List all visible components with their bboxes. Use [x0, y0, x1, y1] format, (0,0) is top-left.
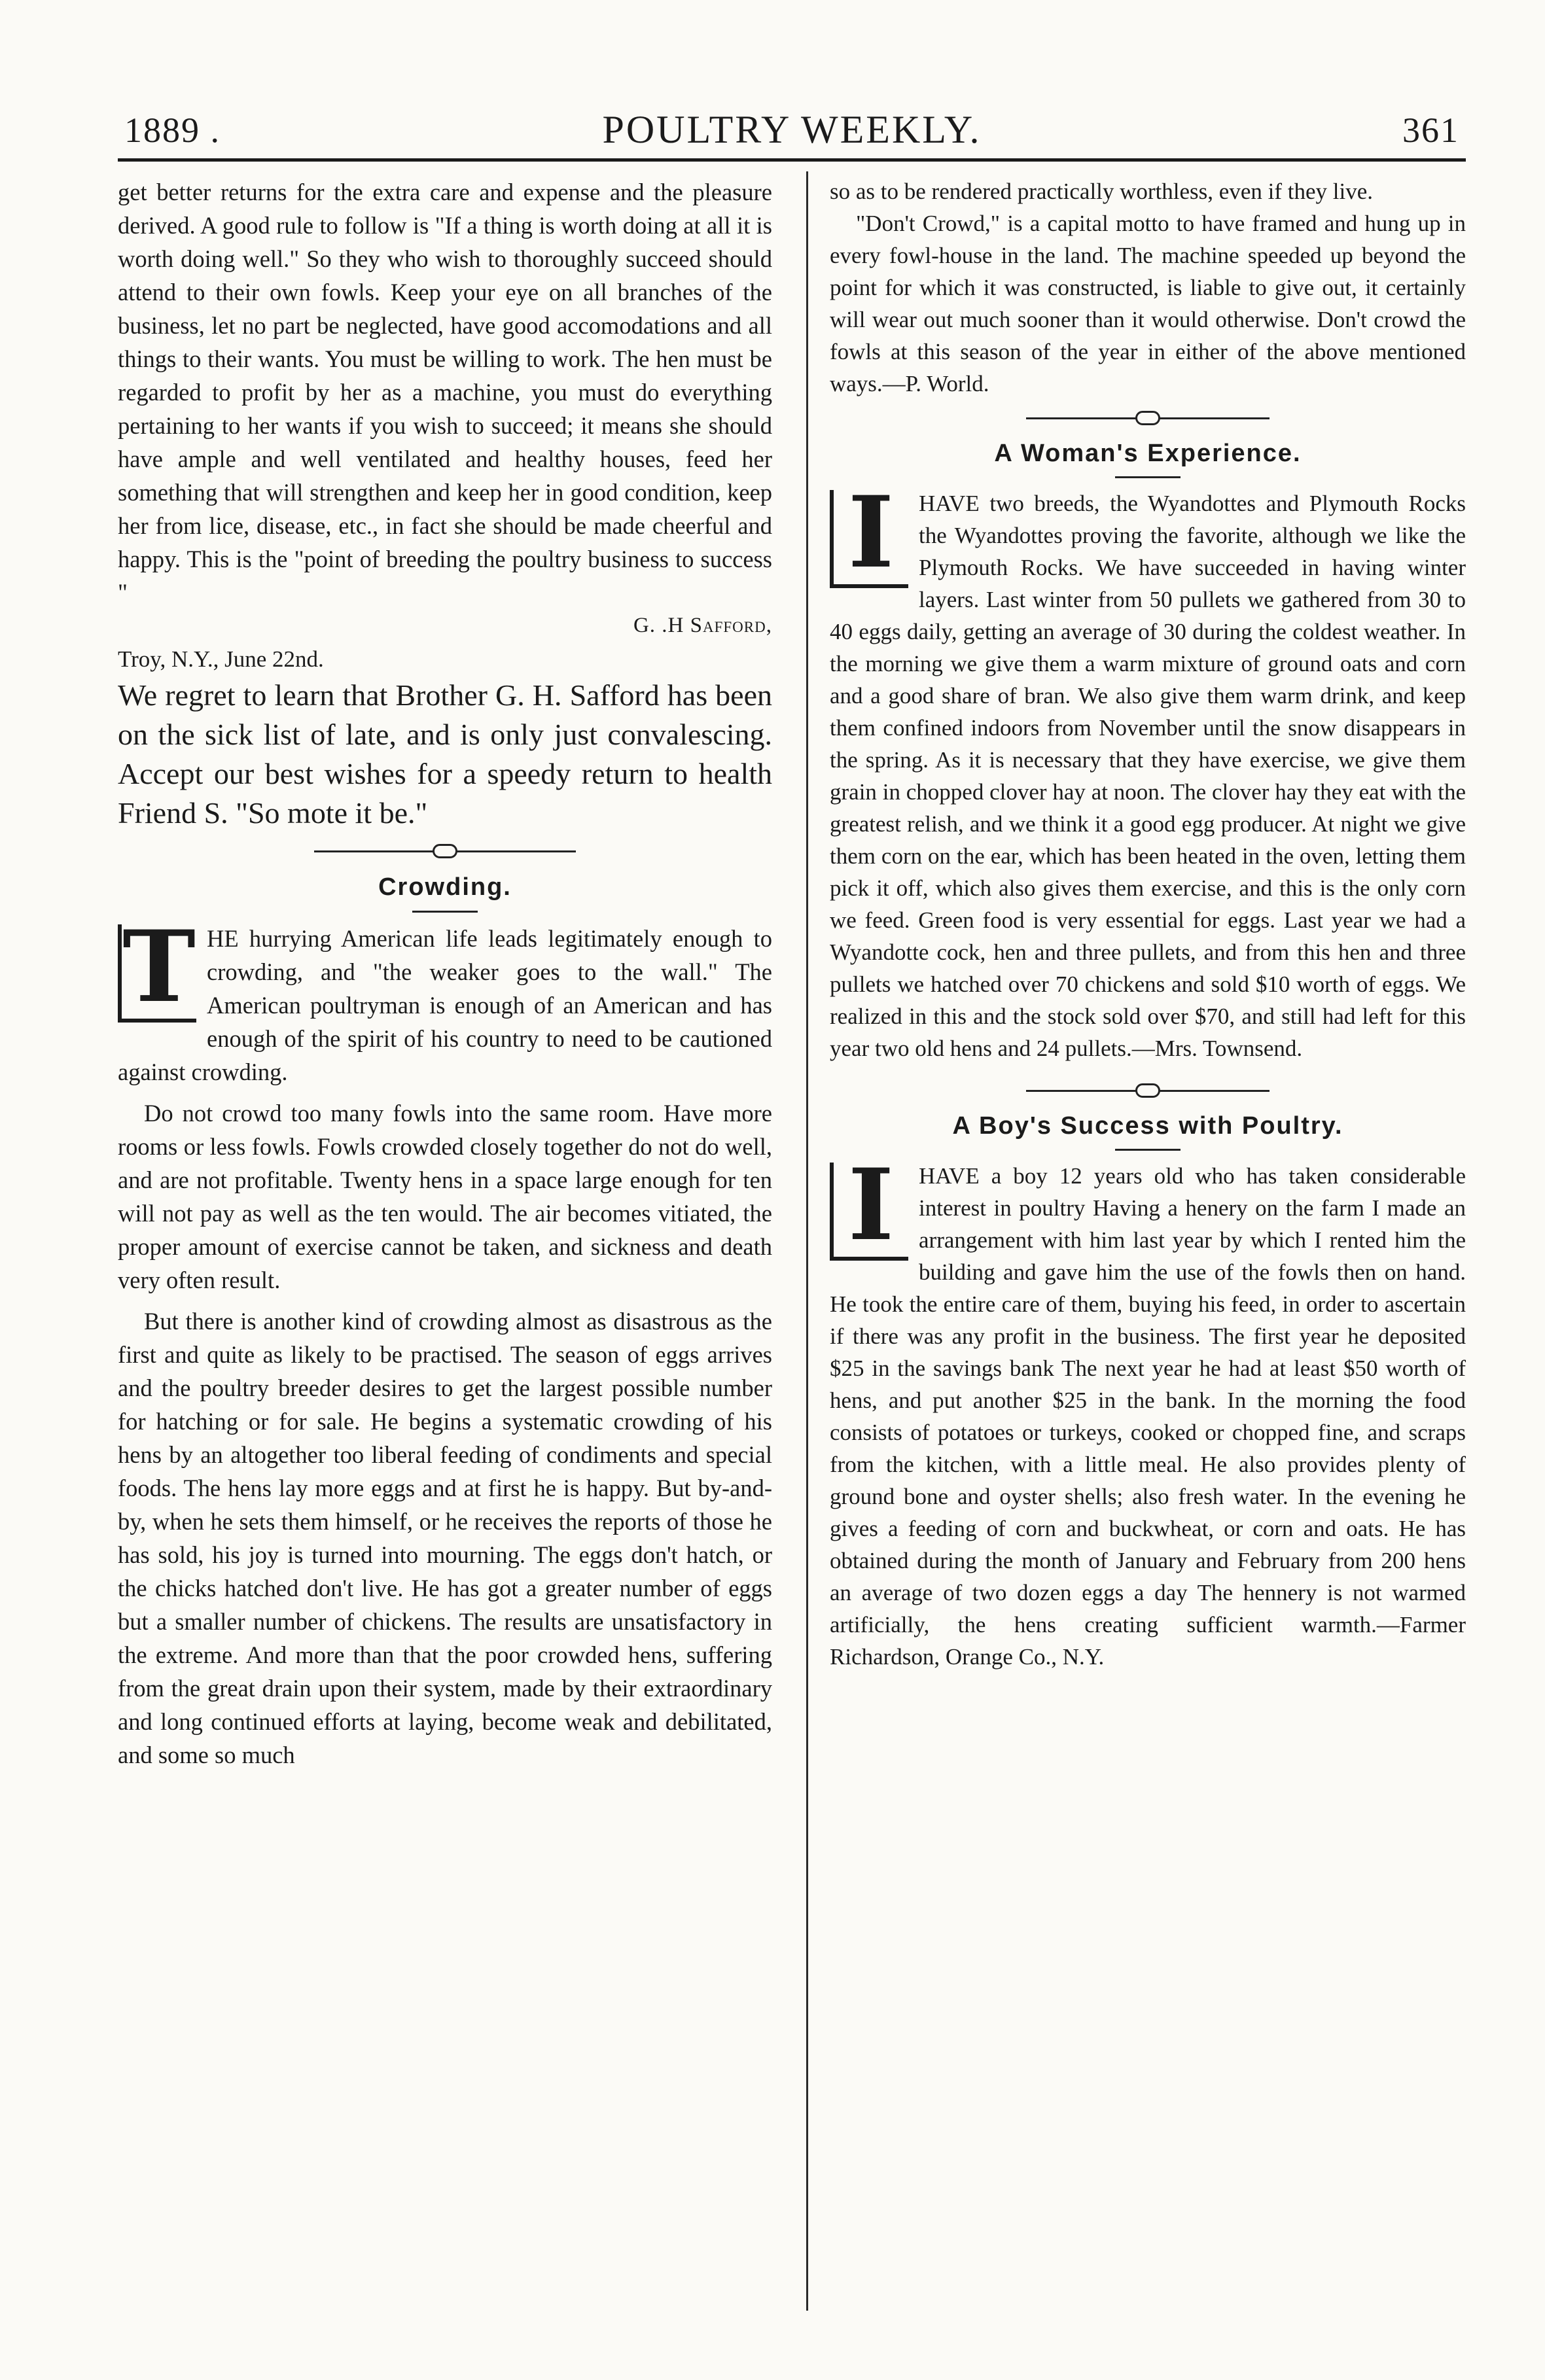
newspaper-page: [118, 98, 1466, 2322]
article-paragraph: T HE hurrying American life leads legitimately enough to crowding, and "the weaker goes to the wall." The American poultryman is enough of an American and has enough of the spirit of his country to need to be cautioned against crowding.: [118, 909, 772, 1085]
article-paragraph: "Don't Crowd," is a capital motto to have framed and hung up in every fowl-house in the land. The machine speeded up beyond the point for which it was constructed, is liable to give out, it certainly will wear out much sooner than it would otherwise. Don't crowd the fowls at this season of the year in either of the above mentioned ways.—P. World.: [830, 211, 1466, 396]
heading-rule: [1115, 476, 1181, 478]
article-heading-boys-success: A Boy's Success with Poultry.: [952, 1112, 1343, 1140]
drop-cap: T: [118, 924, 196, 1023]
drop-cap: I: [830, 490, 908, 588]
ornament-divider: [830, 1081, 1466, 1101]
header-rule: [118, 158, 1466, 162]
ornament-divider: [830, 409, 1466, 429]
dateline: Troy, N.Y., June 22nd.: [118, 646, 324, 672]
heading-rule: [412, 911, 478, 913]
heading-rule: [1115, 1149, 1181, 1151]
drop-cap: I: [830, 1163, 908, 1261]
article-paragraph: I HAVE two breeds, the Wyandottes and Plymouth Rocks the Wyandottes proving the favorite, although we like the Plymouth Rocks. We have succeeded in having winter layers. Last winter from 50 pullets we gathered from 30 to 40 eggs daily, getting an average of 30 during the coldest weather. In the morning we give them a warm mixture of ground oats and corn and a good share of bran. We also give them warm drink, and keep them confined indoors from November until the snow disappears in the spring. As it is necessary that they have exercise, we give them grain in chopped clover hay at noon. The clover hay they eat with the greatest relish, and we think it a good egg producer. At night we give them corn on the ear, which has been heated in the oven, letting them pick it off, which also gives them exercise, and this is the only corn we feed. Green food is very essential for eggs. Last year we had a Wyandotte cock, hen and three pullets, and from this hen and three pullets we hatched over 70 chickens and sold $10 worth of eggs. We realized in this and the stock sold over $70, and still had left for this year two old hens and 24 pullets.—Mrs. Townsend.: [830, 475, 1466, 1061]
right-column: [830, 175, 1466, 1673]
page-number: 361: [1402, 111, 1459, 150]
article-paragraph: But there is another kind of crowding almost as disastrous as the first and quite as likely to be practised. The season of eggs arrives and the poultry breeder desires to get the largest possible number for hatching or for sale. He begins a systematic crowding of his hens by an altogether too liberal feeding of condiments and special foods. The hens lay more eggs and at first he is happy. But by-and-by, when he sets them himself, or he receives the reports of those he has sold, his joy is turned into mourning. The eggs don't hatch, or the chicks hatched don't live. He has got a greater number of eggs but a smaller number of chickens. The results are unsatisfactory in the extreme. And more than that the poor crowded hens, suffering from the great drain upon their system, made by their extraordinary and long continued efforts at laying, become weak and debilitated, and some so much: [118, 1308, 772, 1768]
left-column: [118, 175, 772, 1772]
running-head: [118, 98, 1466, 157]
article-continuation: get better returns for the extra care and expense and the pleasure derived. A good rule to follow is "If a thing is worth doing at all it is worth doing well." So they who wish to thoroughly succeed should attend to their own fowls. Keep your eye on all branches of the business, let no part be neglected, have good accomodations and all things to their wants. You must be willing to work. The hen must be regarded to profit by her as a machine, you must do everything pertaining to her wants if you wish to succeed; it means she should have ample and well ventilated and healthy houses, feed her something that will strengthen and keep her in good condition, keep her from lice, disease, etc., in fact she should be made cheerful and happy. This is the "point of breeding the poultry business to success ": [118, 179, 772, 606]
editorial-notice: We regret to learn that Brother G. H. Safford has been on the sick list of late, and is only just convalescing. Accept our best wishes for a speedy return to health Friend S. "So mote it be.": [118, 678, 772, 830]
publication-title: POULTRY WEEKLY.: [602, 108, 982, 151]
article-continuation: so as to be rendered practically worthless, even if they live.: [830, 179, 1373, 204]
issue-year: 1889 .: [124, 111, 221, 150]
article-paragraph: Do not crowd too many fowls into the same room. Have more rooms or less fowls. Fowls crowded closely together do not do well, and are not profitable. Twenty hens in a space large enough for ten will not pay as well as the ten would. The air becomes vitiated, the proper amount of exercise cannot be taken, and sickness and death very often result.: [118, 1100, 772, 1293]
article-heading-crowding: Crowding.: [378, 873, 512, 901]
article-paragraph: I HAVE a boy 12 years old who has taken considerable interest in poultry Having a henery on the farm I made an arrangement with him last year by which I rented him the building and gave him the use of the fowls then on hand. He took the entire care of them, buying his feed, in order to ascertain if there was any profit in the business. The first year he deposited $25 in the savings bank The next year he had at least $50 worth of hens, and put another $25 in the bank. In the morning the food consists of potatoes or turkeys, cooked or chopped fine, and scraps from the kitchen, with a little meal. He also provides plenty of ground bone and oyster shells; also fresh water. In the evening he gives a feeding of corn and buckwheat, or corn and oats. He has obtained during the month of January and February from 200 hens an average of two dozen eggs a day The hennery is not warmed artificially, the hens creating sufficient warmth.—Farmer Richardson, Orange Co., N.Y.: [830, 1147, 1466, 1670]
column-divider: [806, 171, 808, 2311]
ornament-divider: [118, 842, 772, 862]
article-heading-womans-experience: A Woman's Experience.: [994, 440, 1302, 467]
author-signature: G. .H Safford,: [633, 614, 772, 637]
